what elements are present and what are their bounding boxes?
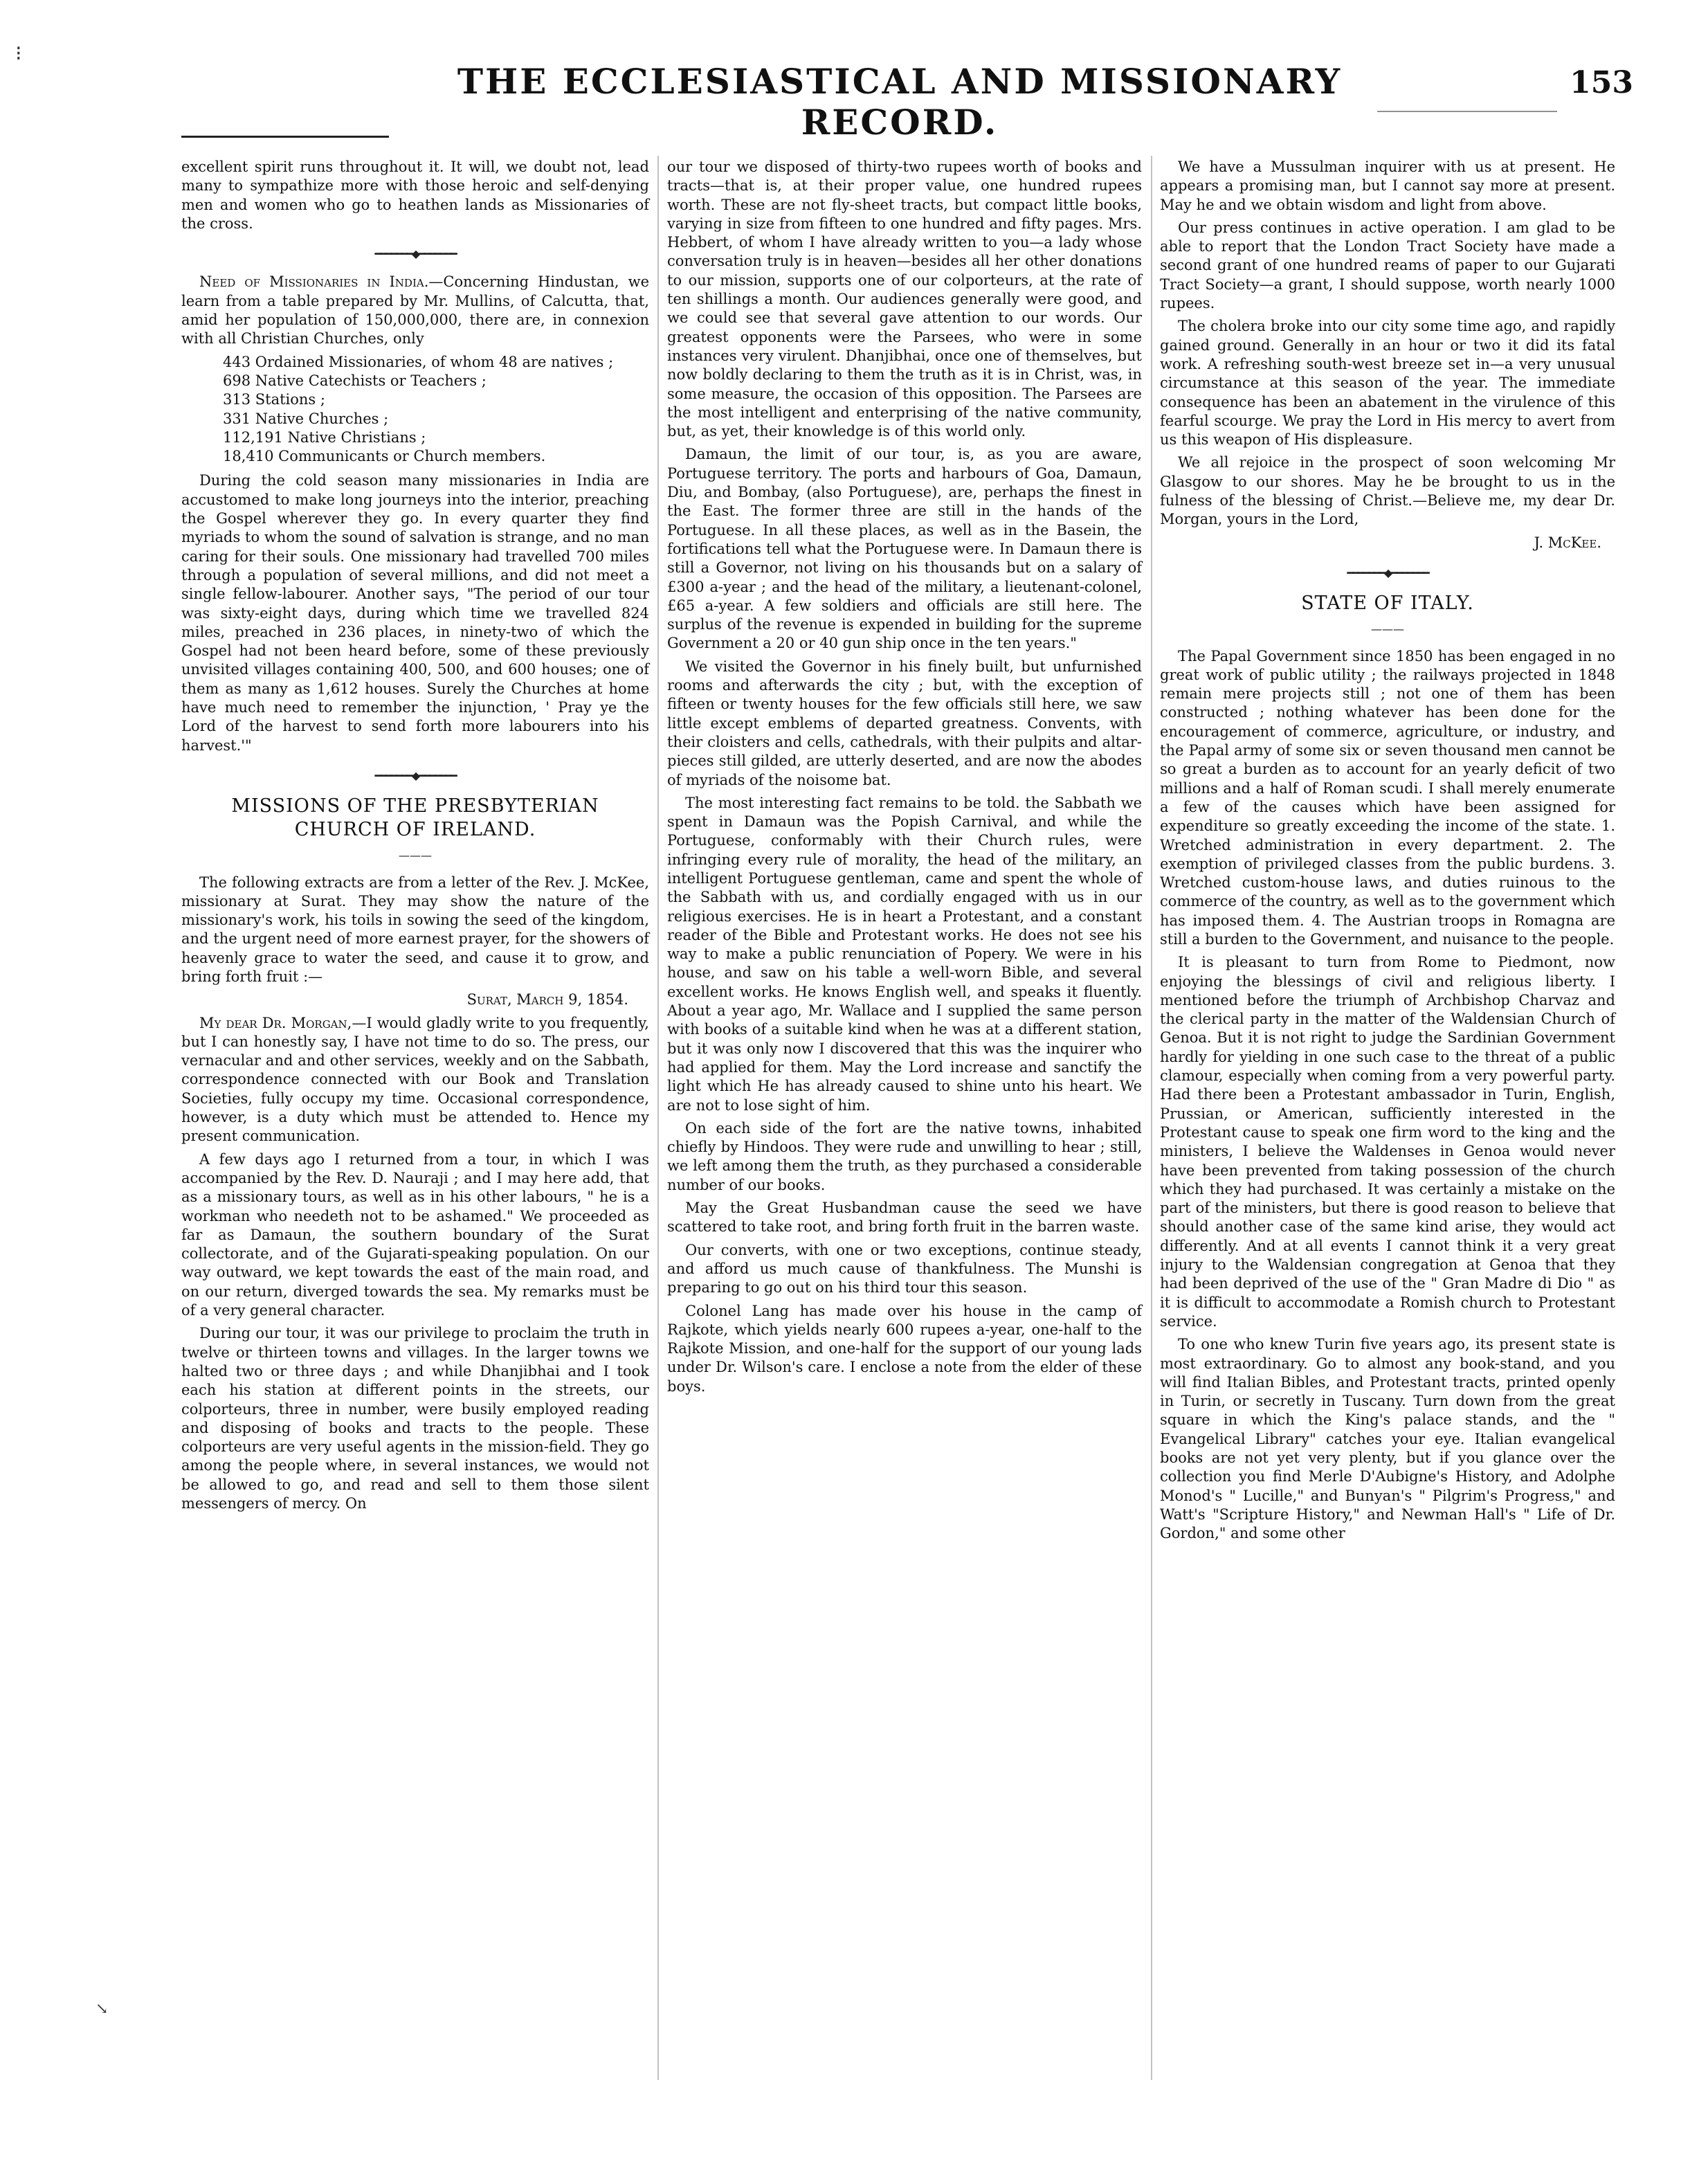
page-header	[180, 61, 1633, 143]
header-rule-right	[1377, 111, 1557, 112]
section-heading: STATE OF ITALY.	[1301, 593, 1474, 615]
paragraph: We all rejoice in the prospect of soon welcoming Mr Glasgow to our shores. May he be brought to us in the fulness of the blessing of Christ.—Believe me, my dear Dr. Morgan, yours in the Lord,	[1160, 454, 1615, 528]
list-item: 331 Native Churches ;	[223, 410, 389, 427]
list-item: 112,191 Native Christians ;	[223, 428, 426, 446]
paragraph: We have a Mussulman inquirer with us at present. He appears a promising man, but I cannot say more at present. May he and we obtain wisdom and light from above.	[1160, 159, 1615, 213]
section-separator	[181, 244, 649, 263]
letter-opening	[181, 1014, 649, 1146]
paragraph: A few days ago I returned from a tour, in which I was accompanied by the Rev. D. Nauraji ; and I may here add, that as a missionary tours, as well as in his other labours, " he is a workman who needeth not to be ashamed." We proceeded as far as Damaun, the southern boundary of the Surat collectorate, and of the Gujarati-speaking population. On our way outward, we kept towards the east of the main road, and on our return, diverged towards the sea. My remarks must be of a very general character.	[181, 1150, 649, 1319]
paragraph: Our press continues in active operation. I am glad to be able to report that the London Tract Society have made a second grant of one hundred reams of paper to our Gujarati Tract Society—a grant, I should suppose, worth nearly 1000 rupees.	[1160, 219, 1615, 312]
paragraph: On each side of the fort are the native towns, inhabited chiefly by Hindoos. They were rude and unwilling to hear ; still, we left among them the truth, as they purchased a considerable number of our books.	[667, 1119, 1142, 1193]
paragraph: Our converts, with one or two exceptions, continue steady, and afford us much cause of thankfulness. The Munshi is preparing to go out on his third tour this season.	[667, 1241, 1142, 1296]
inline-heading: Need of Missionaries in India.	[199, 273, 429, 291]
column-rule-1	[657, 156, 659, 2080]
signature: J. McKee.	[1534, 534, 1601, 551]
paragraph: It is pleasant to turn from Rome to Piedmont, now enjoying the blessings of civil and religious liberty. I mentioned before the triumph of Archbishop Charvaz and the clerical party in the matter of the Waldensian Church of Genoa. But it is not right to judge the Sardinian Government hardly for yielding in one such case to the threat of a public clamour, especially when coming from a very powerful party. Had there been a Protestant ambassador in Turin, English, Prussian, or American, sufficiently interested in the Protestant cause to speak one firm word to the king and the ministers, I believe the Waldenses in Genoa would never have been prevented from taking possession of the church which they had purchased. It was certainly a mistake on the part of the ministers, but there is good reason to believe that should another case of the same kind arise, they would act differently. And at all events I cannot think it a very great injury to the Waldensian congregation at Genoa that they had been deprived of the use of the " Gran Madre di Dio " as it is difficult to accommodate a Romish church to Protestant service.	[1160, 954, 1615, 1330]
paragraph: The Papal Government since 1850 has been engaged in no great work of public utility ; the railways projected in 1848 remain mere projects still ; not one of them has been constructed ; nothing whatever has been done for the encouragement of commerce, agriculture, or industry, and the Papal army of some six or seven thousand men cannot be so great a burden as to account for an yearly deficit of two millions and a half of Roman scudi. I shall merely enumerate a few of the causes which have been assigned for expenditure so greatly exceeding the income of the state. 1. Wretched administration in every department. 2. The exemption of privileged classes from the public burdens. 3. Wretched custom-house laws, and duties ruinous to the commerce of the country, as well as to the government which has imposed them. 4. The Austrian troops in Romagna are still a burden to the Government, and nuisance to the people.	[1160, 647, 1615, 948]
paragraph: The cholera broke into our city some time ago, and rapidly gained ground. Generally in an hour or two it did its fatal work. A refreshing south-west breeze set in—a very unusual circumstance at this season of the year. The immediate consequence has been an abatement in the virulence of this fearful scourge. We pray the Lord in His mercy to avert from us this weapon of His displeasure.	[1160, 318, 1615, 449]
paragraph: our tour we disposed of thirty-two rupees worth of books and tracts—that is, at their proper value, one hundred rupees worth. These are not fly-sheet tracts, but compact little books, varying in size from fifteen to one hundred and fifty pages. Mrs. Hebbert, of whom I have already written to you—a lady whose conversation truly is in heaven—besides all her other donations to our mission, supports one of our colporteurs, at the rate of ten shillings a month. Our audiences generally were good, and we could see that several gave attention to our words. Our greatest opponents were the Parsees, who were in some instances very virulent. Dhanjibhai, once one of themselves, but now boldly declaring to them the truth as it is in Christ, was, in some measure, the occasion of this opposition. The Parsees are the most intelligent and enterprising of the native community, but, as yet, their knowledge is of this world only.	[667, 159, 1142, 440]
section-separator	[181, 766, 649, 785]
paragraph: May the Great Husbandman cause the seed we have scattered to take root, and bring forth fruit in the barren waste.	[667, 1200, 1142, 1236]
heading-rule	[1160, 620, 1615, 638]
journal-title: THE ECCLESIASTICAL AND MISSIONARY RECORD.	[457, 61, 1343, 143]
paragraph: To one who knew Turin five years ago, its present state is most extraordinary. Go to almost any book-stand, and you will find Italian Bibles, and Protestant tracts, printed openly in Turin, or secretly in Tuscany. Turn down from the great square in which the King's palace stands, and the " Evangelical Library" catches your eye. Italian evangelical books are not yet very plenty, but if you glance over the collection you find Merle D'Aubigne's History, and Adolphe Monod's " Lucille," and Bunyan's " Pilgrim's Progress," and Watt's "Scripture History," and Newman Hall's " Life of Dr. Gordon," and some other	[1160, 1336, 1615, 1542]
salutation: My dear Dr. Morgan,	[199, 1014, 352, 1031]
margin-mark-bottom: ↘	[96, 2000, 109, 2018]
column-3	[1160, 158, 1615, 1547]
page-number: 153	[1570, 65, 1633, 100]
section-heading: MISSIONS OF THE PRESBYTERIAN CHURCH OF IRELAND.	[231, 795, 599, 841]
header-rule-left	[181, 136, 389, 138]
inline-text: —I would gladly write to you frequently, but I can honestly say, I have not time to do so. The press, our vernacular and and other services, weekly and on the Sabbath, correspondence connected with our Book and Translation Societies, fully occupy my time. Occasional correspondence, however, is a duty which must be attended to. Hence my present communication.	[181, 1014, 649, 1145]
list-item: 18,410 Communicants or Church members.	[223, 448, 546, 465]
dateline: Surat, March 9, 1854.	[466, 991, 628, 1009]
statistics-list	[223, 353, 649, 467]
list-item: 443 Ordained Missionaries, of whom 48 are natives ;	[223, 353, 614, 370]
heading-rule	[181, 846, 649, 865]
column-2	[667, 158, 1142, 1400]
section-separator	[1160, 563, 1615, 582]
column-rule-2	[1151, 156, 1152, 2080]
inline-text: —Concerning Hindustan, we learn from a table prepared by Mr. Mullins, of Calcutta, that, amid her population of 150,000,000, there are, in connexion with all Christian Churches, only	[181, 273, 649, 347]
margin-mark-top: ⁝	[15, 42, 22, 66]
paragraph: The most interesting fact remains to be told. the Sabbath we spent in Damaun was the Popish Carnival, and while the Portuguese, conformably with their Church rules, were infringing every rule of morality, the head of the military, an intelligent Portuguese gentleman, came and spent the whole of the Sabbath with us, and cordially engaged with us in our religious exercises. He is in heart a Protestant, and a constant reader of the Bible and Protestant works. He does not see his way to make a public renunciation of Popery. We were in his house, and saw on his table a well-worn Bible, and several excellent works. He knows English well, and speaks it fluently. About a year ago, Mr. Wallace and I supplied the same person with books of a suitable kind when he was at a different station, but it was only now I discovered that this was the inquirer who had applied for them. May the Lord increase and sanctify the light which He has already caused to shine unto his heart. We are not to lose sight of him.	[667, 794, 1142, 1114]
column-1	[181, 158, 649, 1517]
paragraph: Colonel Lang has made over his house in the camp of Rajkote, which yields nearly 600 rupees a-year, one-half to the Rajkote Mission, and one-half for the support of our young lads under Dr. Wilson's care. I enclose a note from the elder of these boys.	[667, 1302, 1142, 1395]
paragraph: During the cold season many missionaries in India are accustomed to make long journeys into the interior, preaching the Gospel wherever they go. In every quarter they find myriads to whom the sound of salvation is strange, and no man caring for their souls. One missionary had travelled 700 miles through a population of several millions, and did not meet a single fellow-labourer. Another says, "The period of our tour was sixty-eight days, during which time we travelled 824 miles, preached in 236 places, in ninety-two of which the Gospel had not been heard before, some of these previously unvisited villages containing 400, 500, and 600 houses; one of them as many as 1,612 houses. Surely the Churches at home have much need to remember the injunction, ' Pray ye the Lord of the harvest to send forth more labourers into his harvest.'"	[181, 472, 649, 754]
paragraph: Damaun, the limit of our tour, is, as you are aware, Portuguese territory. The ports and harbours of Goa, Damaun, Diu, and Bombay, (also Portuguese), are, perhaps the finest in the East. The former three are still in the hands of the Portuguese. In all these places, as well as in the Basein, the fortifications tell what the Portuguese were. In Damaun there is still a Governor, not living on his thousands but on a salary of £300 a-year ; and the head of the military, a lieutenant-colonel, £65 a-year. A few soldiers and officials are still here. The surplus of the revenue is expended in building for the supreme Government a 20 or 40 gun ship once in the ten years."	[667, 446, 1142, 652]
list-item: 698 Native Catechists or Teachers ;	[223, 372, 487, 389]
paragraph: excellent spirit runs throughout it. It will, we doubt not, lead many to sympathize more with those heroic and self-denying men and women who go to heathen lands as Missionaries of the cross.	[181, 159, 649, 232]
list-item: 313 Stations ;	[223, 391, 325, 408]
paragraph: We visited the Governor in his finely built, but unfurnished rooms and afterwards the city ; but, with the exception of fifteen or twenty houses for the few officials still here, we saw little except emblems of departed greatness. Convents, with their cloisters and cells, cathedrals, with their pulpits and altar-pieces still gilded, are utterly deserted, and are now the abodes of myriads of the noisome bat.	[667, 658, 1142, 788]
paragraph: During our tour, it was our privilege to proclaim the truth in twelve or thirteen towns and villages. In the larger towns we halted two or three days ; and while Dhanjibhai and I took each his station at different points in the streets, our colporteurs, three in number, were busily employed reading and disposing of books and tracts to the people. These colporteurs are very useful agents in the mission-field. They go among the people where, in several instances, we would not be allowed to go, and read and sell to them those silent messengers of mercy. On	[181, 1325, 649, 1512]
need-paragraph	[181, 273, 649, 348]
paragraph: The following extracts are from a letter of the Rev. J. McKee, missionary at Surat. They may show the nature of the missionary's work, his toils in sowing the seed of the kingdom, and the urgent need of more earnest prayer, for the showers of heavenly grace to water the seed, and cause it to grow, and bring forth fruit :—	[181, 874, 649, 985]
